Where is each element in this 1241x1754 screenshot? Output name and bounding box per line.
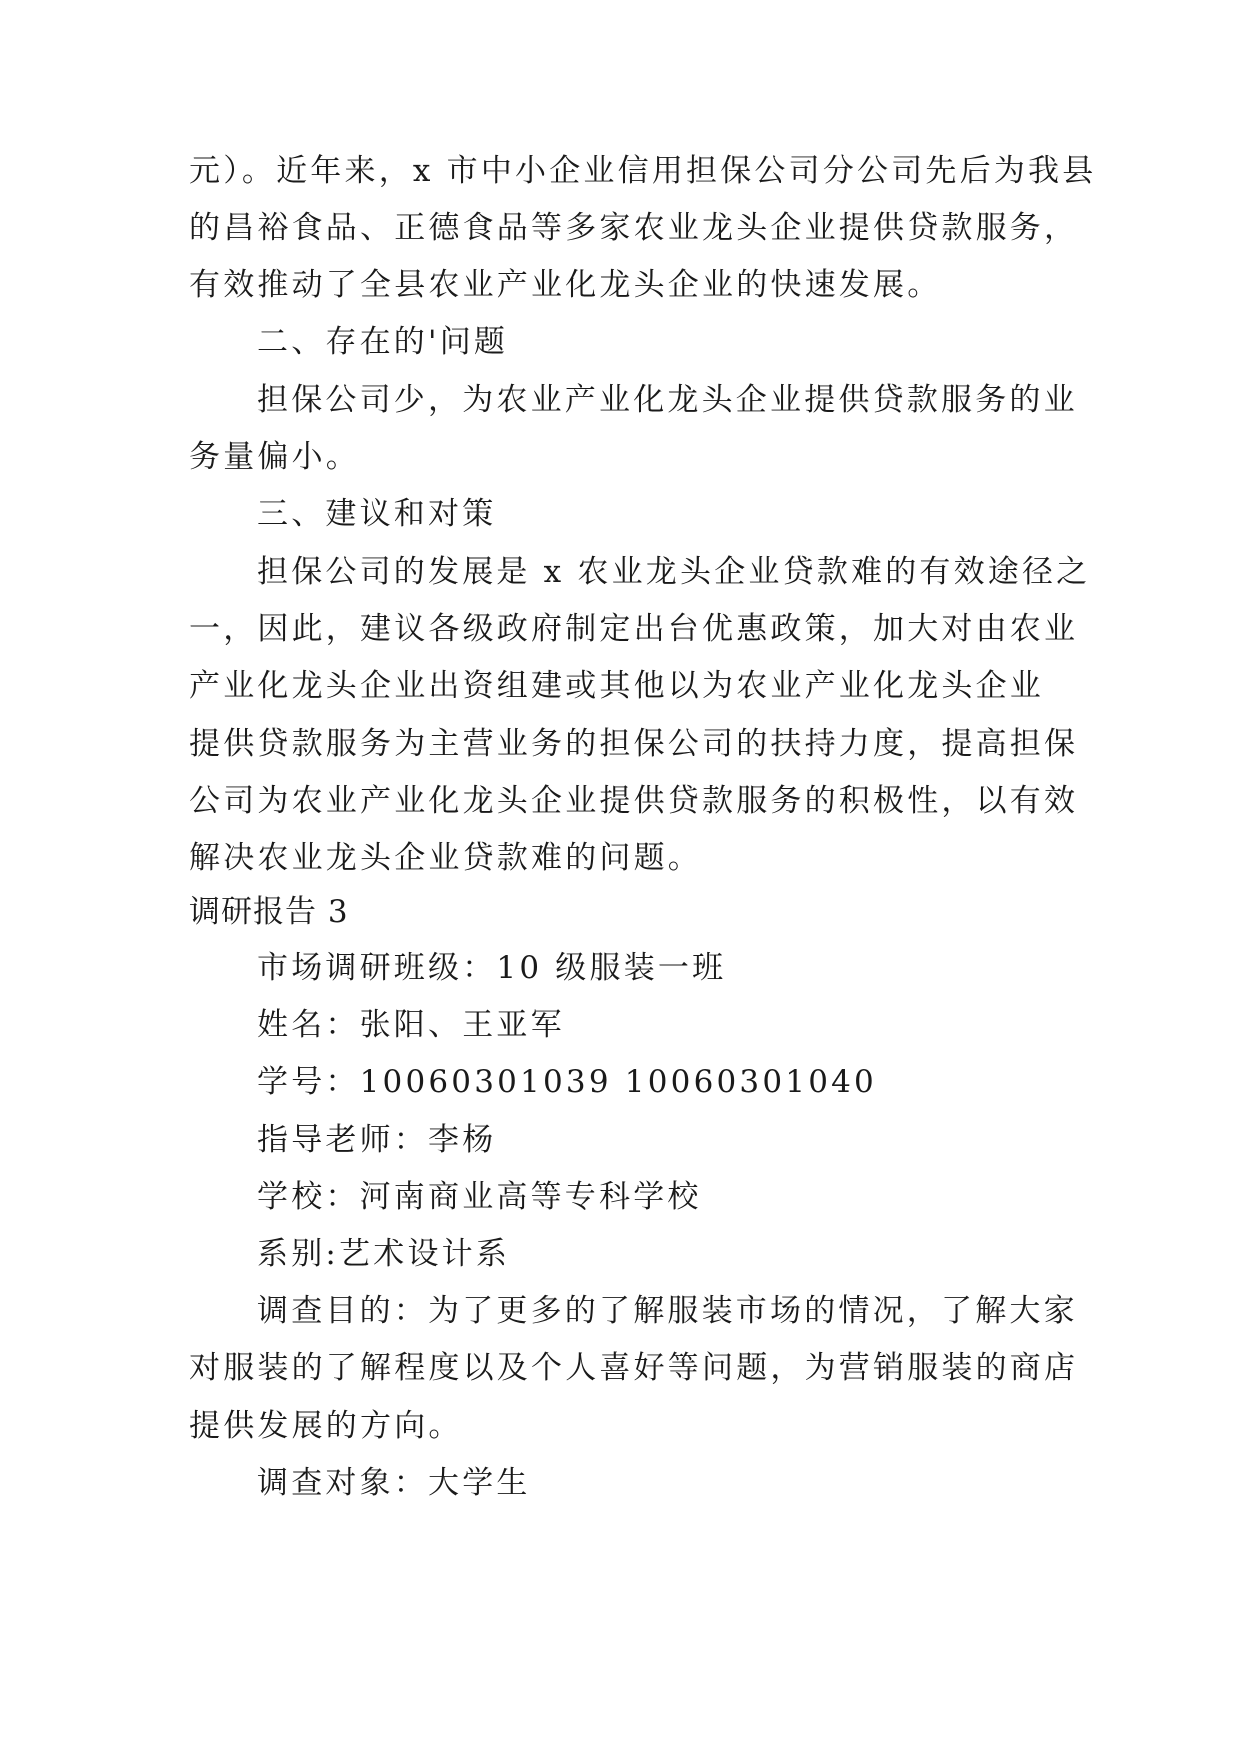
report-title: 调研报告 3 [189, 894, 349, 930]
paragraph-line: 元）。近年来，x 市中小企业信用担保公司分公司先后为我县 [189, 153, 1097, 189]
paragraph-line: 产业化龙头企业出资组建或其他以为农业产业化龙头企业 [189, 668, 1044, 704]
paragraph-line: 解决农业龙头企业贷款难的问题。 [189, 840, 702, 876]
paragraph-line: 公司为农业产业化龙头企业提供贷款服务的积极性，以有效 [189, 783, 1079, 819]
info-line-school: 学校：河南商业高等专科学校 [257, 1179, 702, 1215]
section-heading: 二、存在的'问题 [257, 324, 509, 360]
paragraph-line: 提供贷款服务为主营业务的担保公司的扶持力度，提高担保 [189, 726, 1079, 762]
info-line-department: 系别:艺术设计系 [257, 1236, 511, 1272]
info-line-names: 姓名：张阳、王亚军 [257, 1007, 565, 1043]
info-line-class: 市场调研班级：10 级服装一班 [257, 950, 727, 986]
section-heading: 三、建议和对策 [257, 496, 497, 532]
paragraph-line: 的昌裕食品、正德食品等多家农业龙头企业提供贷款服务， [189, 210, 1079, 246]
paragraph-line: 担保公司的发展是 x 农业龙头企业贷款难的有效途径之 [257, 554, 1091, 590]
paragraph-line: 务量偏小。 [189, 439, 360, 475]
paragraph-line: 调查目的：为了更多的了解服装市场的情况，了解大家 [257, 1293, 1078, 1329]
info-line-advisor: 指导老师：李杨 [257, 1122, 497, 1158]
paragraph-line: 有效推动了全县农业产业化龙头企业的快速发展。 [189, 267, 942, 303]
paragraph-line: 对服装的了解程度以及个人喜好等问题，为营销服装的商店 [189, 1350, 1079, 1386]
paragraph-line: 提供发展的方向。 [189, 1408, 463, 1444]
paragraph-line: 一，因此，建议各级政府制定出台优惠政策，加大对由农业 [189, 611, 1079, 647]
info-line-student-ids: 学号：10060301039 10060301040 [257, 1064, 877, 1100]
paragraph-line: 担保公司少，为农业产业化龙头企业提供贷款服务的业 [257, 382, 1078, 418]
paragraph-line: 调查对象：大学生 [257, 1465, 531, 1501]
